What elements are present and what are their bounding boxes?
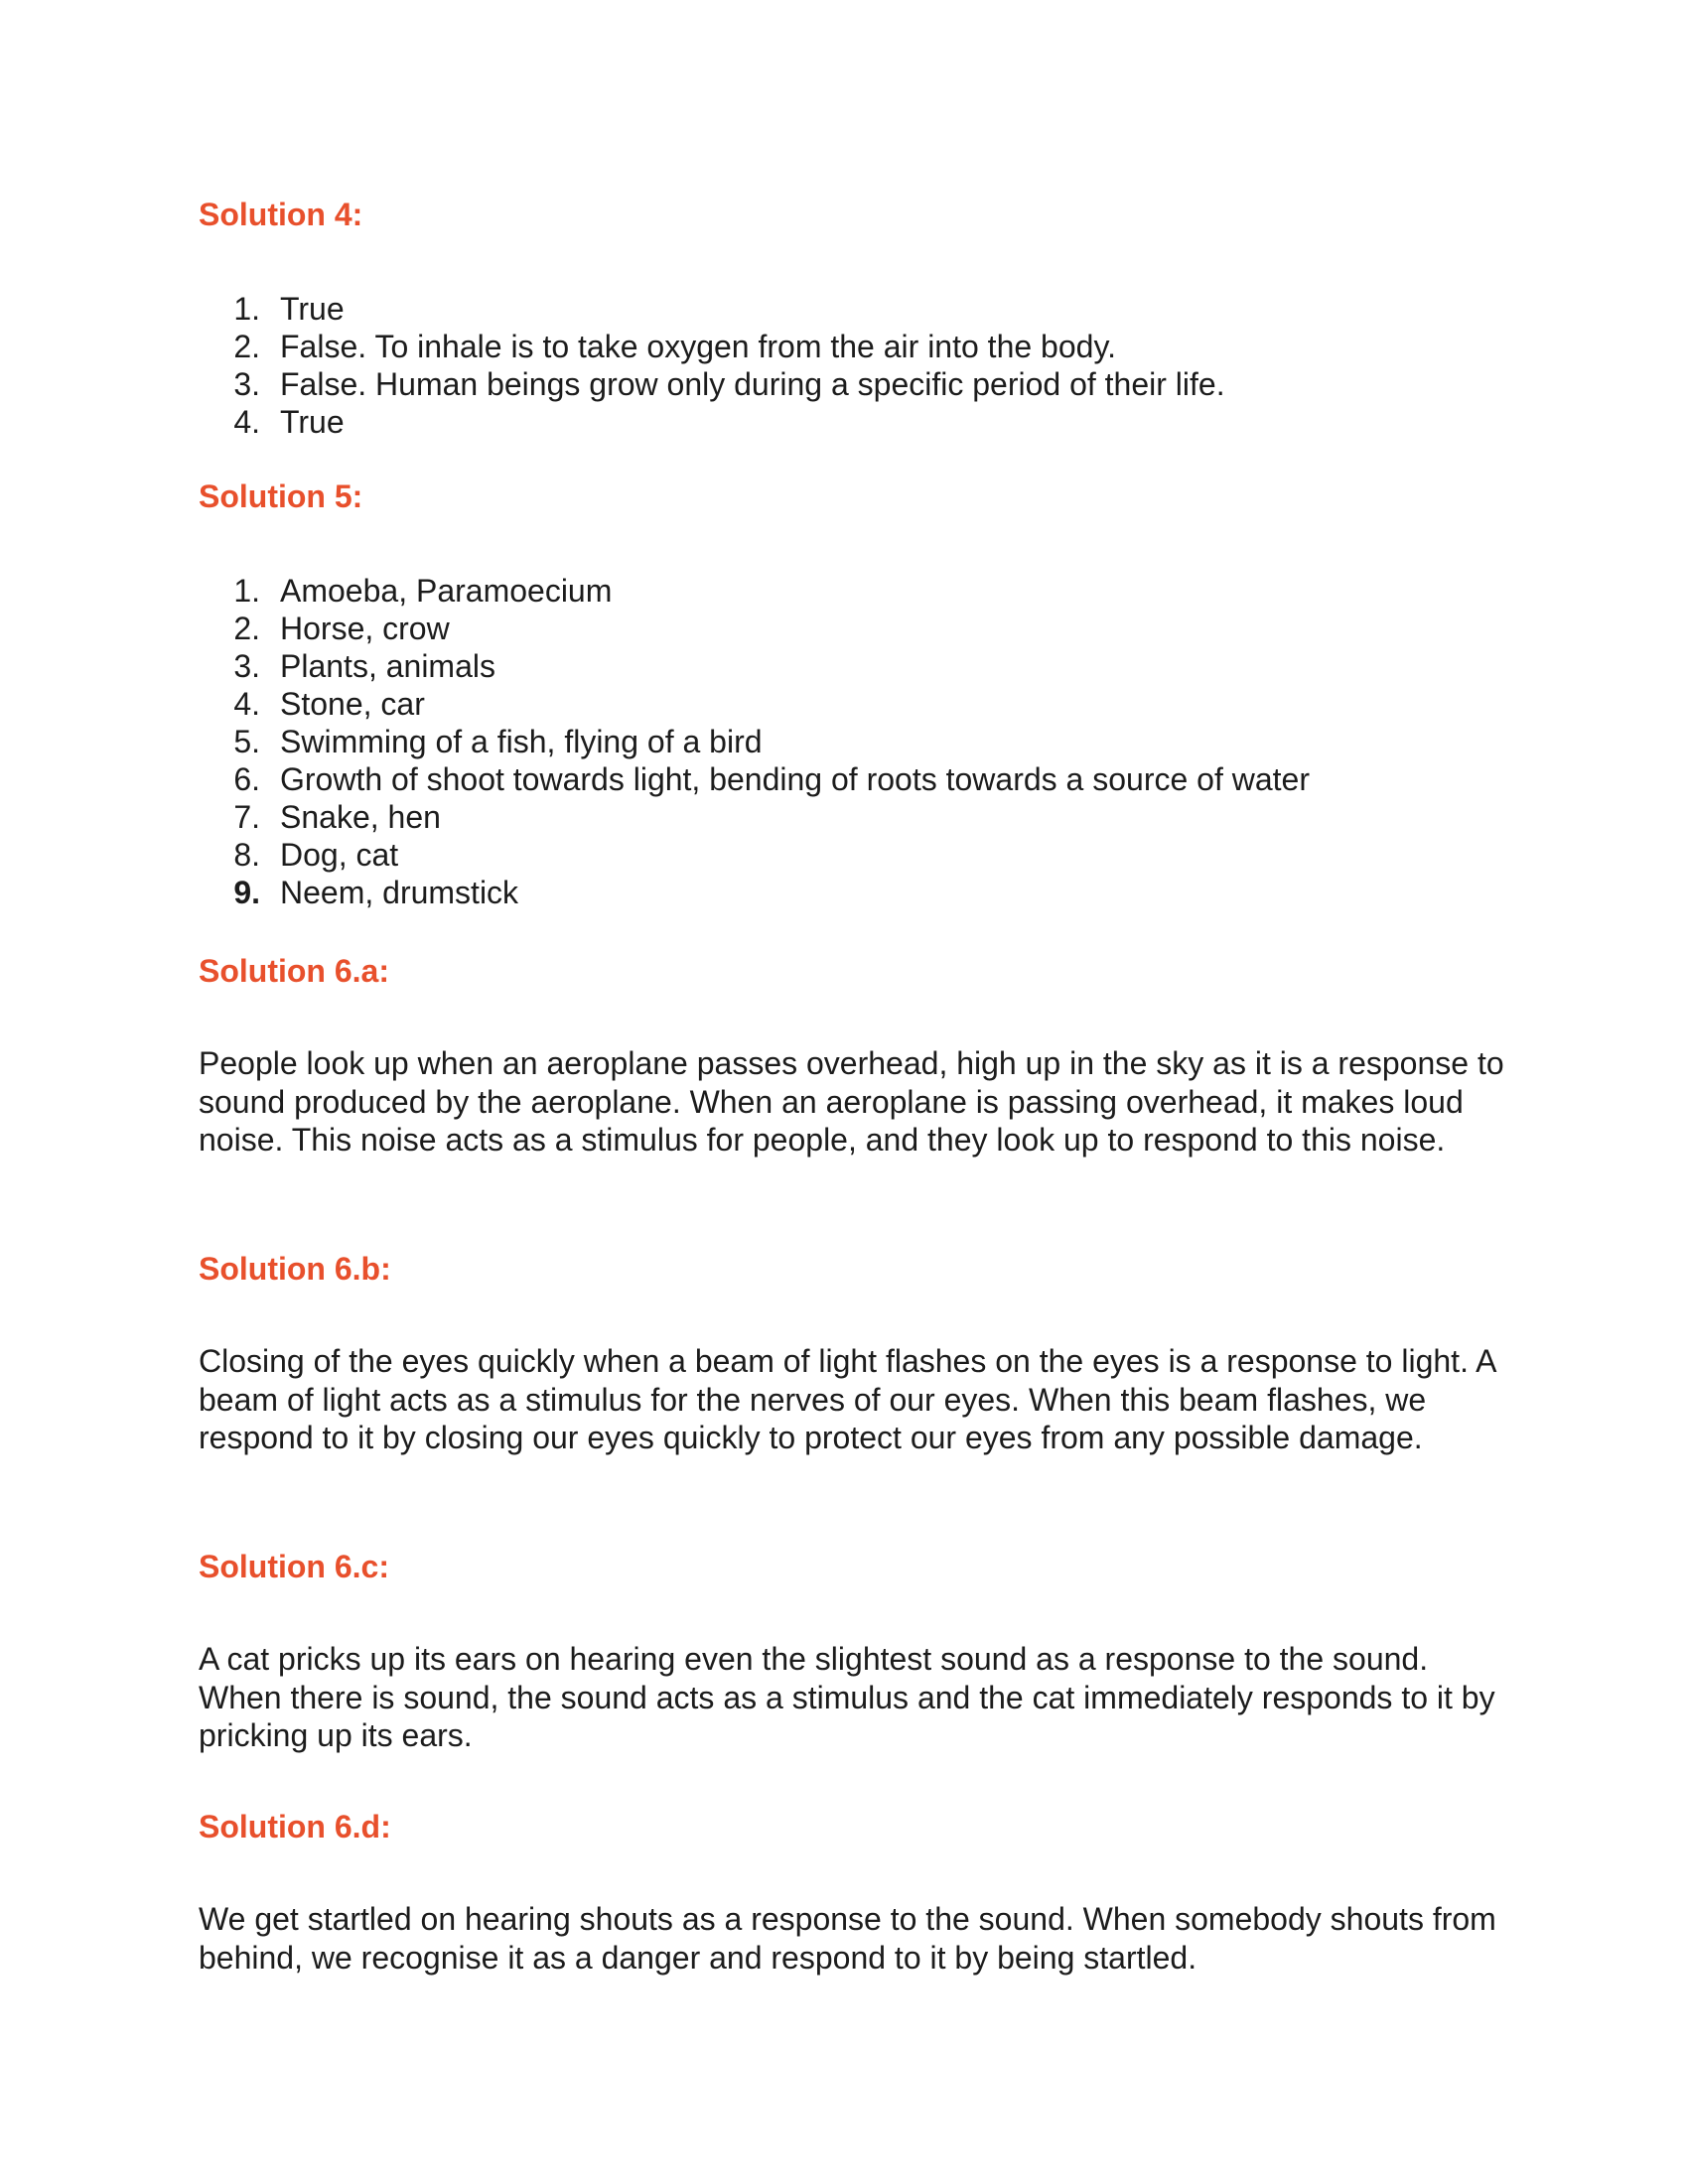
- list-text: True: [280, 404, 345, 440]
- solution-6a-heading: Solution 6.a:: [199, 953, 389, 989]
- list-item: [199, 685, 1310, 723]
- list-text: Stone, car: [280, 686, 425, 722]
- list-number: 4.: [233, 686, 260, 722]
- list-number: 3.: [233, 366, 260, 402]
- list-number: 1.: [233, 291, 260, 327]
- list-number: 2.: [233, 329, 260, 364]
- list-number: 1.: [233, 573, 260, 609]
- list-item: [199, 723, 1310, 760]
- solution-6d-heading: Solution 6.d:: [199, 1809, 391, 1844]
- list-text: Horse, crow: [280, 611, 450, 646]
- solution-6a-paragraph: People look up when an aeroplane passes overhead, high up in the sky as it is a response to sound produced by the aeroplane. When an aeroplane is passing overhead, it makes loud noise. This noise acts as a stimulus for people, and they look up to respond to this noise.: [199, 1045, 1504, 1158]
- solution-6c-heading: Solution 6.c:: [199, 1549, 389, 1584]
- list-item: [199, 365, 1225, 403]
- list-text: Growth of shoot towards light, bending of roots towards a source of water: [280, 761, 1310, 797]
- list-item: [199, 610, 1310, 647]
- list-text: Dog, cat: [280, 837, 399, 873]
- list-item: [199, 403, 1225, 441]
- list-item: [199, 798, 1310, 836]
- list-number: 4.: [233, 404, 260, 440]
- list-item: [199, 572, 1310, 610]
- list-item: [199, 836, 1310, 874]
- list-item: [199, 328, 1225, 365]
- list-text: Plants, animals: [280, 648, 495, 684]
- list-item: [199, 290, 1225, 328]
- list-text: True: [280, 291, 345, 327]
- solution-4-heading: Solution 4:: [199, 197, 363, 232]
- list-number: 2.: [233, 611, 260, 646]
- solution-6b-paragraph: Closing of the eyes quickly when a beam of light flashes on the eyes is a response to light. A beam of light acts as a stimulus for the nerves of our eyes. When this beam flashes, we respond to it by closing our eyes quickly to protect our eyes from any possible damage.: [199, 1343, 1495, 1455]
- list-text: Neem, drumstick: [280, 875, 519, 910]
- list-number: 8.: [233, 837, 260, 873]
- list-text: Swimming of a fish, flying of a bird: [280, 724, 763, 759]
- list-number: 7.: [233, 799, 260, 835]
- solution-5-heading: Solution 5:: [199, 478, 363, 514]
- list-item: [199, 874, 1310, 911]
- solution-6d-paragraph: We get startled on hearing shouts as a response to the sound. When somebody shouts from behind, we recognise it as a danger and respond to it by being startled.: [199, 1901, 1496, 1976]
- list-text: False. To inhale is to take oxygen from the air into the body.: [280, 329, 1116, 364]
- list-text: False. Human beings grow only during a specific period of their life.: [280, 366, 1225, 402]
- solution-5-list: [199, 572, 1310, 911]
- list-text: Snake, hen: [280, 799, 441, 835]
- list-text: Amoeba, Paramoecium: [280, 573, 613, 609]
- solution-6c-paragraph: A cat pricks up its ears on hearing even the slightest sound as a response to the sound. When there is sound, the sound acts as a stimulus and the cat immediately responds to it by pricking up its ears.: [199, 1641, 1495, 1753]
- list-item: [199, 647, 1310, 685]
- list-number: 9.: [233, 875, 260, 910]
- list-number: 5.: [233, 724, 260, 759]
- list-number: 3.: [233, 648, 260, 684]
- list-number: 6.: [233, 761, 260, 797]
- list-item: [199, 760, 1310, 798]
- solution-6b-heading: Solution 6.b:: [199, 1251, 391, 1287]
- solution-4-list: [199, 290, 1225, 441]
